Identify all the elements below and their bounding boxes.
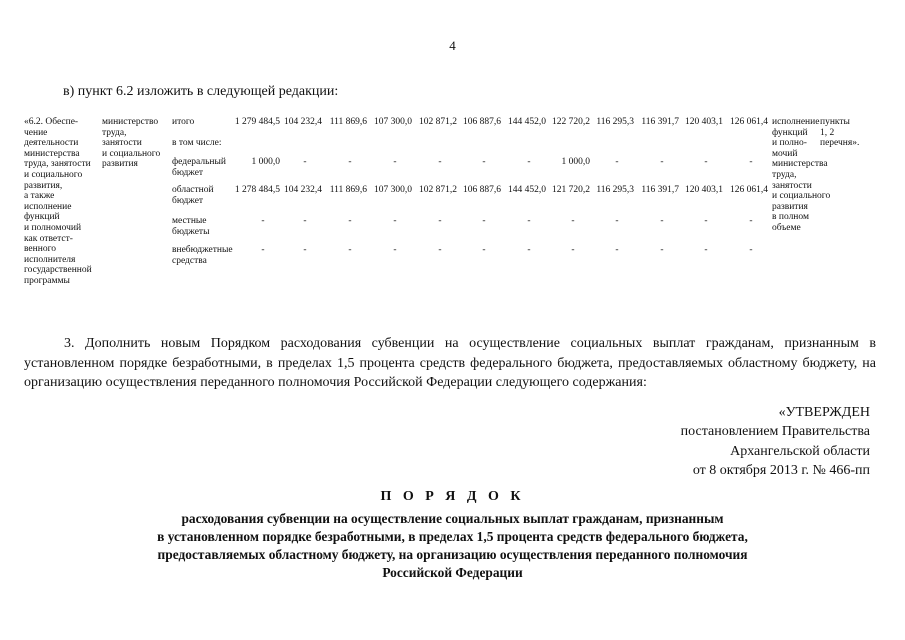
approved-line: «УТВЕРЖДЕН [778, 405, 870, 420]
table-value-cell: 144 452,0 [508, 117, 546, 127]
table-value-cell: 1 279 484,5 [234, 117, 280, 127]
table-cell-line: и полномочий [24, 222, 82, 233]
table-value-cell: - [704, 216, 708, 226]
subtitle-line: расходования субвенции на осуществление социальных выплат гражданам, признанным [181, 511, 724, 526]
table-value-cell: - [348, 157, 352, 167]
table-value-cell: - [615, 157, 619, 167]
document-title: П О Р Я Д О К [380, 489, 525, 504]
page-number: 4 [449, 38, 456, 53]
table-cell-line: министерства [24, 148, 80, 159]
table-cell-line: в полном [772, 212, 809, 223]
paragraph-3 [24, 334, 876, 393]
table-value-cell: 102 871,2 [419, 117, 457, 127]
table-cell-line: программы [24, 275, 70, 286]
table-value-cell: - [660, 245, 664, 255]
table-cell-line: итого [172, 117, 195, 127]
table-cell-line: министерства [772, 159, 828, 170]
table-value-cell: 102 871,2 [419, 185, 457, 195]
table-cell-line: бюджет [172, 195, 204, 206]
table-col-activity [24, 117, 100, 287]
table-value-cell: - [749, 245, 753, 255]
table-value-cell: - [438, 216, 442, 226]
table-value-cell: 116 295,3 [596, 185, 634, 195]
table-value-cell: 144 452,0 [508, 185, 546, 195]
table-value-cell: - [303, 245, 307, 255]
table-cell-line: чение [24, 127, 48, 138]
table-value-cell: - [660, 216, 664, 226]
table-value-cell: - [571, 245, 575, 255]
table-value-cell: 107 300,0 [374, 185, 412, 195]
subtitle-line: предоставляемых областному бюджету, на организацию осуществления переданного полномочия [157, 547, 748, 562]
row-label-federal [172, 157, 238, 178]
table-value-cell: - [348, 245, 352, 255]
table-col-executor [102, 117, 170, 170]
table-cell-line: занятости [102, 138, 142, 149]
table-value-cell: 107 300,0 [374, 117, 412, 127]
table-value-cell: - [615, 245, 619, 255]
table-value-cell: - [261, 216, 265, 226]
table-cell-line: и социального [24, 169, 83, 180]
table-value-cell: - [438, 157, 442, 167]
table-cell-line: развития [772, 201, 808, 212]
table-value-cell: 104 232,4 [284, 117, 322, 127]
row-label-total [172, 117, 238, 128]
table-value-cell: 120 403,1 [685, 117, 723, 127]
table-value-cell: 116 391,7 [641, 117, 679, 127]
document-subtitle [60, 510, 845, 582]
row-label-regional [172, 185, 238, 206]
table-value-cell: - [482, 216, 486, 226]
table-cell-line: средства [172, 255, 207, 266]
table-value-cell: - [303, 157, 307, 167]
table-cell-line: и полно- [772, 138, 807, 149]
table-value-cell: - [393, 245, 397, 255]
table-value-cell: - [749, 157, 753, 167]
table-cell-line: исполнителя [24, 254, 76, 265]
table-cell-line: как ответст- [24, 233, 73, 244]
table-cell-line: перечня». [820, 138, 860, 149]
table-value-cell: - [527, 216, 531, 226]
table-value-cell: - [482, 157, 486, 167]
table-cell-line: труда, [102, 127, 127, 138]
table-cell-line: областной [172, 185, 214, 195]
table-cell-line: и социального [772, 191, 831, 202]
table-cell-line: «6.2. Обеспе- [24, 117, 79, 127]
table-cell-line: венного [24, 244, 56, 255]
table-value-cell: - [348, 216, 352, 226]
row-label-including [172, 138, 238, 149]
table-value-cell: 122 720,2 [552, 117, 590, 127]
table-value-cell: 126 061,4 [730, 117, 768, 127]
table-cell-line: развития, [24, 180, 63, 191]
table-value-cell: - [482, 245, 486, 255]
table-cell-line: объеме [772, 222, 801, 233]
table-cell-line: в том числе: [172, 138, 222, 148]
approved-line: Архангельской области [730, 443, 870, 459]
table-cell-line: исполнение [24, 201, 72, 212]
table-cell-line: а также [24, 191, 55, 202]
row-label-local [172, 216, 238, 237]
table-value-cell: - [571, 216, 575, 226]
table-value-cell: 121 720,2 [552, 185, 590, 195]
table-cell-line: министерство [102, 117, 159, 127]
subtitle-line: в установленном порядке безработными, в пределах 1,5 процента средств федерального бюджета, [157, 529, 748, 544]
table-value-cell: 106 887,6 [463, 117, 501, 127]
table-value-cell: - [615, 216, 619, 226]
table-value-cell: 1 000,0 [561, 157, 590, 167]
table-value-cell: 106 887,6 [463, 185, 501, 195]
table-cell-line: развития [102, 159, 138, 170]
table-value-cell: - [749, 216, 753, 226]
table-cell-line: местные [172, 216, 207, 226]
table-value-cell: 120 403,1 [685, 185, 723, 195]
table-cell-line: федеральный [172, 157, 226, 167]
table-value-cell: - [438, 245, 442, 255]
table-cell-line: и социального [102, 148, 161, 159]
table-value-cell: - [660, 157, 664, 167]
table-value-cell: - [303, 216, 307, 226]
table-value-cell: 1 000,0 [251, 157, 280, 167]
table-value-cell: - [393, 216, 397, 226]
table-cell-line: труда, [772, 169, 797, 180]
table-value-cell: - [527, 245, 531, 255]
approved-line: от 8 октября 2013 г. № 466-пп [692, 462, 870, 478]
table-cell-line: пункты [820, 117, 850, 127]
table-cell-line: труда, занятости [24, 159, 91, 170]
table-cell-line: бюджеты [172, 226, 210, 237]
table-value-cell: 116 391,7 [641, 185, 679, 195]
table-cell-line: бюджет [172, 167, 204, 178]
table-col-items [820, 117, 880, 149]
table-value-cell: 126 061,4 [730, 185, 768, 195]
intro-line: в) пункт 6.2 изложить в следующей редакции: [63, 84, 339, 99]
paragraph-text: 3. Дополнить новым Порядком расходования субвенции на осуществление социальных выплат гражданам, признанным в установленном порядке безработными, в пределах 1,5 процента средств федерального бюджета, предоставляемых областному бюджету, на организацию осуществления переданного полномочия Российской Федерации следующего содержания: [24, 336, 876, 390]
table-cell-line: мочий [772, 148, 798, 159]
table-cell-line: государственной [24, 265, 92, 276]
table-value-cell: 104 232,4 [284, 185, 322, 195]
table-value-cell: 1 278 484,5 [234, 185, 280, 195]
approved-line: постановлением Правительства [680, 424, 870, 440]
table-value-cell: 116 295,3 [596, 117, 634, 127]
row-label-extrabudget [172, 245, 238, 266]
table-value-cell: 111 869,6 [329, 185, 367, 195]
approval-stamp-block [620, 403, 870, 480]
table-value-cell: 111 869,6 [329, 117, 367, 127]
table-cell-line: 1, 2 [820, 127, 835, 138]
table-cell-line: занятости [772, 180, 812, 191]
table-value-cell: - [393, 157, 397, 167]
table-cell-line: функций [24, 212, 60, 223]
table-value-cell: - [261, 245, 265, 255]
table-value-cell: - [704, 157, 708, 167]
table-cell-line: деятельности [24, 138, 79, 149]
table-value-cell: - [704, 245, 708, 255]
table-cell-line: внебюджетные [172, 245, 233, 255]
table-cell-line: функций [772, 127, 808, 138]
subtitle-line: Российской Федерации [382, 565, 523, 580]
table-value-cell: - [527, 157, 531, 167]
table-cell-line: исполнение [772, 117, 820, 127]
